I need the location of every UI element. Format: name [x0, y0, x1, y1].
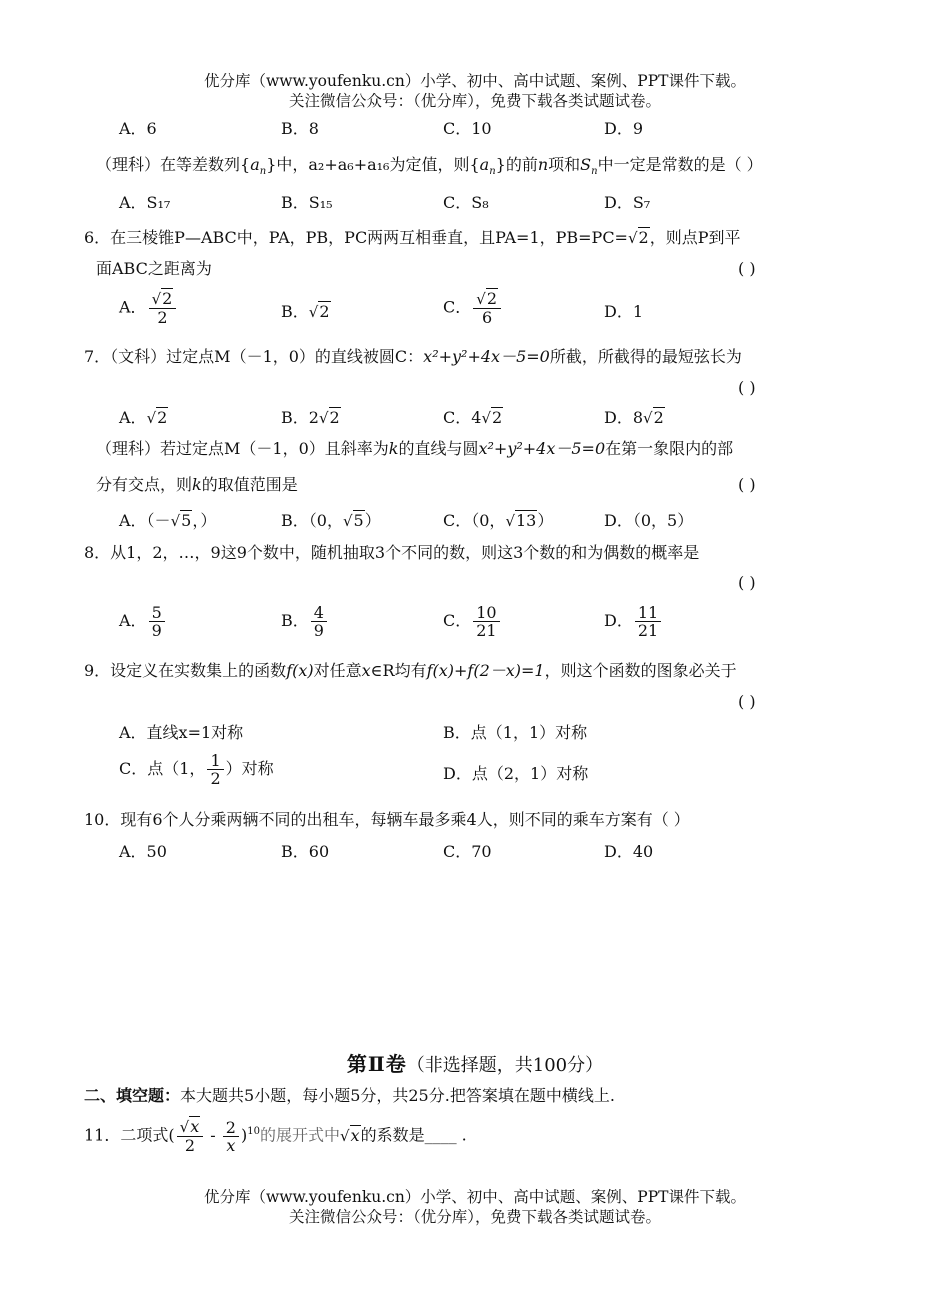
q5-li-option-d: D．S₇: [604, 193, 651, 212]
q5-option-a: A．6: [119, 119, 157, 138]
q7-li-option-c: C．（0，√13）: [443, 511, 554, 530]
q8-option-b: B． $\frac{4}{9}$: [281, 604, 329, 639]
q8-option-c: C． $\frac{10}{21}$: [443, 604, 502, 639]
q10-option-b: B．60: [281, 842, 330, 861]
q6-answer-paren: ( ): [738, 259, 756, 278]
q7-wen-option-c: C．4√2: [443, 408, 503, 427]
q7-wen-stem: 7．（文科）过定点M（－1，0）的直线被圆C：x²+y²+4x－5=0所截，所截得的最短弦长为: [84, 347, 742, 366]
q11-stem: 11．二项式( $\frac{√x}{2}$ - $\frac{2}{x}$ )$^{10}$的展开式中√x的系数是____ .: [84, 1117, 467, 1155]
q10-option-d: D．40: [604, 842, 654, 861]
q5-li-option-b: B．S₁₅: [281, 193, 333, 212]
q7-li-option-b: B．（0，√5）: [281, 511, 381, 530]
q6-stem-line-2: 面ABC之距离为: [96, 259, 212, 278]
footer-line-1: 优分库（www.youfenku.cn）小学、初中、高中试题、案例、PPT课件下载。: [203, 1188, 747, 1206]
q6-stem-line-1: 6．在三棱锥P—ABC中，PA，PB，PC两两互相垂直，且PA=1，PB=PC=√2，则点P到平: [84, 228, 741, 247]
section-2-title: 第Ⅱ卷（非选择题，共100分）: [346, 1052, 604, 1076]
section-2-instructions: 二、填空题：本大题共5小题，每小题5分，共25分.把答案填在题中横线上.: [84, 1086, 615, 1105]
q5-li-option-c: C．S₈: [443, 193, 489, 212]
q7-li-option-a: A．（－√5，）: [119, 511, 217, 530]
q9-option-b: B．点（1，1）对称: [443, 723, 588, 742]
q7-wen-answer-paren: ( ): [738, 378, 756, 397]
q5-option-b: B．8: [281, 119, 319, 138]
q8-option-a: A． $\frac{5}{9}$: [119, 604, 167, 639]
q9-answer-paren: ( ): [738, 692, 756, 711]
q6-option-c: C． $\frac{√2}{6}$: [443, 290, 503, 326]
footer-line-2: 关注微信公众号：（优分库），免费下载各类试题试卷。: [288, 1208, 661, 1226]
q8-option-d: D． $\frac{11}{21}$: [604, 604, 663, 639]
q5-option-c: C．10: [443, 119, 492, 138]
q8-answer-paren: ( ): [738, 573, 756, 592]
q7-li-answer-paren: ( ): [738, 475, 756, 494]
q5-option-d: D．9: [604, 119, 644, 138]
q7-wen-option-b: B．2√2: [281, 408, 340, 427]
header-line-2: 关注微信公众号：（优分库），免费下载各类试题试卷。: [288, 92, 661, 110]
q7-li-stem-line-2: 分有交点，则k的取值范围是: [96, 475, 298, 494]
q7-wen-option-a: A．√2: [119, 408, 168, 427]
q7-li-stem-line-1: （理科）若过定点M（－1，0）且斜率为k的直线与圆x²+y²+4x－5=0在第一象限内的部: [96, 439, 734, 458]
q9-option-d: D．点（2，1）对称: [443, 764, 589, 783]
q5-li-option-a: A．S₁₇: [119, 193, 171, 212]
q9-option-a: A．直线x=1对称: [119, 723, 244, 742]
q10-option-c: C．70: [443, 842, 492, 861]
q6-option-b: B．√2: [281, 302, 330, 321]
q9-option-c: C．点（1， $\frac{1}{2}$ ）对称: [119, 751, 274, 788]
q10-stem: 10．现有6个人分乘两辆不同的出租车，每辆车最多乘4人，则不同的乘车方案有（ ）: [84, 810, 690, 829]
q5-li-stem: （理科）在等差数列$\{a_n\}$中，a₂+a₆+a₁₆为定值，则$\{a_n\}$的前n项和$S_n$中一定是常数的是（ ）: [96, 155, 763, 178]
q9-stem: 9．设定义在实数集上的函数f(x)对任意x∈R均有f(x)+f(2－x)=1，则这个函数的图象必关于: [84, 661, 737, 680]
q10-option-a: A．50: [119, 842, 167, 861]
q6-option-d: D．1: [604, 302, 644, 321]
q6-option-a: A． $\frac{√2}{2}$: [119, 290, 178, 326]
header-line-1: 优分库（www.youfenku.cn）小学、初中、高中试题、案例、PPT课件下载。: [203, 72, 747, 90]
q7-li-option-d: D．（0，5）: [604, 511, 694, 530]
q7-wen-option-d: D．8√2: [604, 408, 664, 427]
q8-stem: 8．从1，2，…，9这9个数中，随机抽取3个不同的数，则这3个数的和为偶数的概率是: [84, 543, 700, 562]
